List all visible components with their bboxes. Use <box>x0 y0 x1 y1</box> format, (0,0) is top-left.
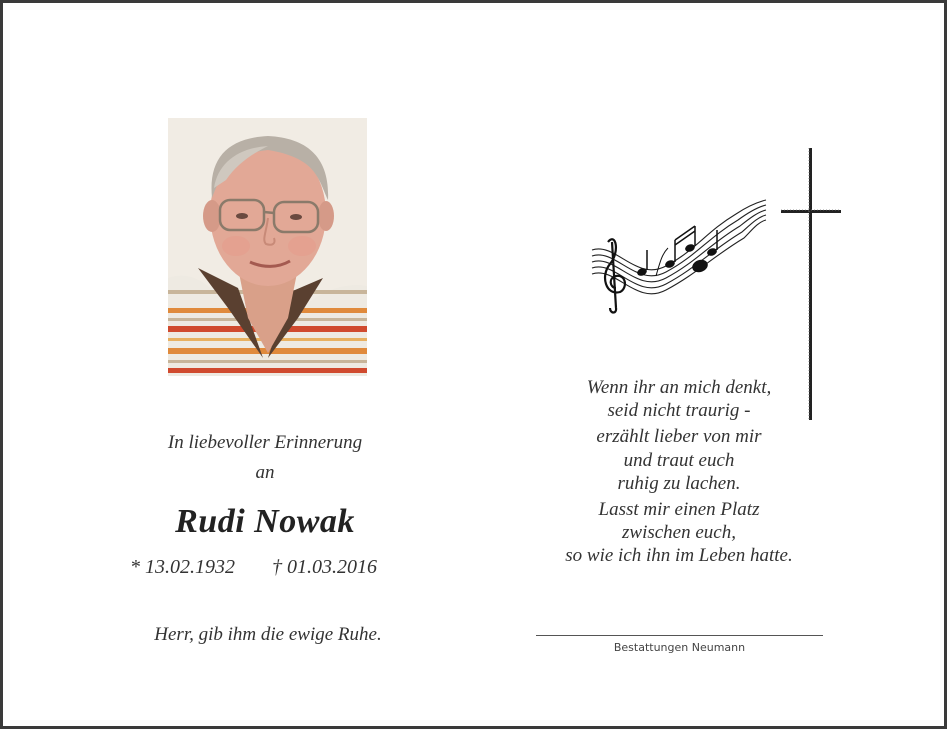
deceased-name: Rudi Nowak <box>175 503 355 540</box>
poem-line: ruhig zu lachen. <box>617 472 741 494</box>
signature-rule <box>536 635 823 636</box>
poem-line: Wenn ihr an mich denkt, <box>586 377 772 398</box>
death-date: † 01.03.2016 <box>272 556 377 578</box>
poem-line: erzählt lieber von mir <box>596 426 762 448</box>
poem-line: und traut euch <box>623 449 735 471</box>
poem-line: so wie ich ihn im Leben hatte. <box>565 545 793 567</box>
memory-preposition: an <box>255 462 275 483</box>
closing-prayer: Herr, gib ihm die ewige Ruhe. <box>154 624 382 645</box>
memory-heading: In liebevoller Erinnerung <box>167 432 363 453</box>
poem-stanza-3 <box>548 498 810 568</box>
poem <box>548 376 810 568</box>
poem-line: zwischen euch, <box>622 522 736 544</box>
poem-stanza-1 <box>548 376 810 422</box>
poem-line: seid nicht traurig - <box>607 400 751 422</box>
portrait-photo <box>168 118 367 376</box>
poem-stanza-2 <box>548 425 810 495</box>
undertaker-name: Bestattungen Neumann <box>613 641 746 654</box>
birth-date: * 13.02.1932 <box>130 556 235 578</box>
poem-line: Lasst mir einen Platz <box>598 499 760 521</box>
music-notes-icon <box>586 192 770 316</box>
